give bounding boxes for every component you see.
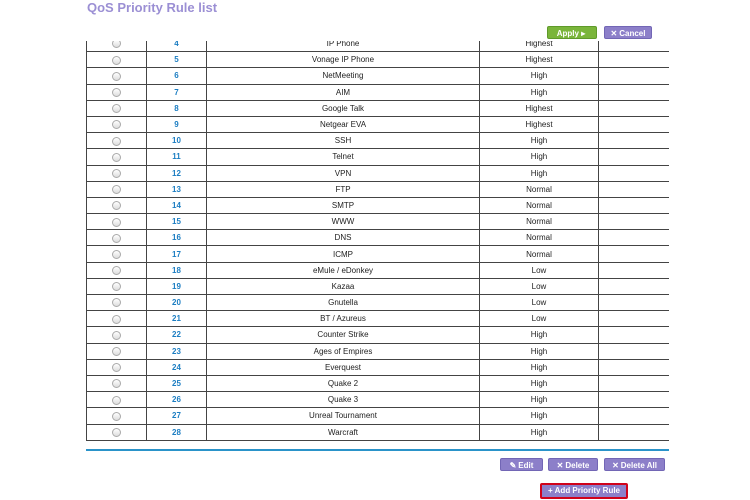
application-name: Google Talk	[207, 100, 480, 116]
priority-value: High	[480, 359, 599, 375]
radio-cell[interactable]	[87, 343, 147, 359]
empty-cell	[599, 68, 670, 84]
row-select-radio[interactable]	[112, 218, 121, 227]
row-select-radio[interactable]	[112, 185, 121, 194]
radio-cell[interactable]	[87, 359, 147, 375]
table-row[interactable]	[87, 375, 670, 391]
application-name: Vonage IP Phone	[207, 52, 480, 68]
radio-cell[interactable]	[87, 52, 147, 68]
rule-number: 4	[147, 41, 207, 52]
table-row[interactable]	[87, 165, 670, 181]
radio-cell[interactable]	[87, 392, 147, 408]
empty-cell	[599, 214, 670, 230]
empty-cell	[599, 133, 670, 149]
empty-cell	[599, 165, 670, 181]
empty-cell	[599, 52, 670, 68]
application-name: AIM	[207, 84, 480, 100]
table-row[interactable]	[87, 68, 670, 84]
application-name: ICMP	[207, 246, 480, 262]
application-name: Kazaa	[207, 278, 480, 294]
application-name: VPN	[207, 165, 480, 181]
rule-number: 15	[147, 214, 207, 230]
table-row[interactable]	[87, 408, 670, 424]
rule-number: 21	[147, 311, 207, 327]
divider	[86, 449, 669, 451]
radio-cell[interactable]	[87, 278, 147, 294]
priority-value: Low	[480, 295, 599, 311]
application-name: IP Phone	[207, 41, 480, 52]
empty-cell	[599, 230, 670, 246]
delete-button[interactable]	[548, 458, 598, 471]
radio-cell[interactable]	[87, 133, 147, 149]
radio-cell[interactable]	[87, 311, 147, 327]
row-select-radio[interactable]	[112, 428, 121, 437]
application-name: WWW	[207, 214, 480, 230]
rule-number: 26	[147, 392, 207, 408]
row-select-radio[interactable]	[112, 363, 121, 372]
radio-cell[interactable]	[87, 230, 147, 246]
application-name: NetMeeting	[207, 68, 480, 84]
table-row[interactable]	[87, 100, 670, 116]
priority-value: Normal	[480, 230, 599, 246]
application-name: eMule / eDonkey	[207, 262, 480, 278]
table-row[interactable]	[87, 116, 670, 132]
rule-number: 27	[147, 408, 207, 424]
priority-value: High	[480, 392, 599, 408]
empty-cell	[599, 246, 670, 262]
application-name: SSH	[207, 133, 480, 149]
edit-button-label: Edit	[518, 461, 534, 470]
radio-cell[interactable]	[87, 214, 147, 230]
table-row[interactable]	[87, 41, 670, 52]
rule-number: 23	[147, 343, 207, 359]
priority-value: High	[480, 84, 599, 100]
application-name: Quake 3	[207, 392, 480, 408]
application-name: BT / Azureus	[207, 311, 480, 327]
rule-number: 9	[147, 116, 207, 132]
row-select-radio[interactable]	[112, 298, 121, 307]
row-select-radio[interactable]	[112, 331, 121, 340]
row-select-radio[interactable]	[112, 234, 121, 243]
arrow-right-icon: ▸	[581, 29, 586, 38]
row-select-radio[interactable]	[112, 153, 121, 162]
empty-cell	[599, 327, 670, 343]
radio-cell[interactable]	[87, 41, 147, 52]
rule-number: 13	[147, 181, 207, 197]
priority-value: High	[480, 327, 599, 343]
row-select-radio[interactable]	[112, 250, 121, 259]
priority-value: High	[480, 165, 599, 181]
empty-cell	[599, 311, 670, 327]
table-row[interactable]	[87, 52, 670, 68]
row-select-radio[interactable]	[112, 282, 121, 291]
radio-cell[interactable]	[87, 375, 147, 391]
table-row[interactable]	[87, 133, 670, 149]
apply-button[interactable]	[547, 26, 597, 39]
application-name: SMTP	[207, 197, 480, 213]
priority-value: Highest	[480, 116, 599, 132]
rule-number: 7	[147, 84, 207, 100]
radio-cell[interactable]	[87, 197, 147, 213]
priority-value: Highest	[480, 41, 599, 52]
rule-table-container[interactable]	[86, 41, 669, 444]
table-row[interactable]	[87, 359, 670, 375]
rule-table	[86, 41, 669, 441]
empty-cell	[599, 278, 670, 294]
table-row[interactable]	[87, 84, 670, 100]
radio-cell[interactable]	[87, 116, 147, 132]
row-select-radio[interactable]	[112, 169, 121, 178]
table-row[interactable]	[87, 214, 670, 230]
table-row[interactable]	[87, 327, 670, 343]
rule-number: 22	[147, 327, 207, 343]
empty-cell	[599, 41, 670, 52]
table-row[interactable]	[87, 149, 670, 165]
empty-cell	[599, 149, 670, 165]
radio-cell[interactable]	[87, 181, 147, 197]
page-title: QoS Priority Rule list	[87, 0, 218, 15]
priority-value: High	[480, 133, 599, 149]
priority-value: Normal	[480, 197, 599, 213]
table-row[interactable]	[87, 278, 670, 294]
priority-value: High	[480, 68, 599, 84]
close-icon: ✕	[610, 29, 618, 38]
row-select-radio[interactable]	[112, 104, 121, 113]
table-row[interactable]	[87, 295, 670, 311]
table-row[interactable]	[87, 230, 670, 246]
priority-value: Normal	[480, 181, 599, 197]
radio-cell[interactable]	[87, 295, 147, 311]
application-name: FTP	[207, 181, 480, 197]
rule-number: 16	[147, 230, 207, 246]
priority-value: Low	[480, 311, 599, 327]
empty-cell	[599, 295, 670, 311]
empty-cell	[599, 181, 670, 197]
row-select-radio[interactable]	[112, 88, 121, 97]
cancel-button[interactable]	[604, 26, 652, 39]
apply-button-label: Apply	[556, 29, 579, 38]
row-select-radio[interactable]	[112, 137, 121, 146]
empty-cell	[599, 197, 670, 213]
rule-number: 18	[147, 262, 207, 278]
application-name: DNS	[207, 230, 480, 246]
priority-value: Low	[480, 262, 599, 278]
empty-cell	[599, 100, 670, 116]
radio-cell[interactable]	[87, 262, 147, 278]
radio-cell[interactable]	[87, 68, 147, 84]
radio-cell[interactable]	[87, 408, 147, 424]
row-select-radio[interactable]	[112, 201, 121, 210]
radio-cell[interactable]	[87, 424, 147, 440]
empty-cell	[599, 116, 670, 132]
radio-cell[interactable]	[87, 327, 147, 343]
rule-number: 12	[147, 165, 207, 181]
cancel-button-label: Cancel	[619, 29, 646, 38]
table-row[interactable]	[87, 246, 670, 262]
table-row[interactable]	[87, 262, 670, 278]
table-row[interactable]	[87, 181, 670, 197]
close-icon: ✕	[556, 461, 564, 470]
application-name: Telnet	[207, 149, 480, 165]
rule-number: 17	[147, 246, 207, 262]
radio-cell[interactable]	[87, 246, 147, 262]
row-select-radio[interactable]	[112, 41, 121, 48]
row-select-radio[interactable]	[112, 379, 121, 388]
table-row[interactable]	[87, 343, 670, 359]
rule-number: 19	[147, 278, 207, 294]
priority-value: High	[480, 408, 599, 424]
delete-all-button-label: Delete All	[620, 461, 657, 470]
row-select-radio[interactable]	[112, 396, 121, 405]
radio-cell[interactable]	[87, 149, 147, 165]
table-row[interactable]	[87, 424, 670, 440]
close-icon: ✕	[612, 461, 619, 470]
rule-number: 11	[147, 149, 207, 165]
application-name: Warcraft	[207, 424, 480, 440]
application-name: Quake 2	[207, 375, 480, 391]
rule-number: 6	[147, 68, 207, 84]
table-row[interactable]	[87, 311, 670, 327]
delete-button-label: Delete	[565, 461, 590, 470]
radio-cell[interactable]	[87, 100, 147, 116]
row-select-radio[interactable]	[112, 347, 121, 356]
rule-number: 25	[147, 375, 207, 391]
empty-cell	[599, 84, 670, 100]
delete-all-button[interactable]	[604, 458, 665, 471]
add-priority-rule-label: Add Priority Rule	[554, 486, 620, 495]
empty-cell	[599, 262, 670, 278]
priority-value: High	[480, 343, 599, 359]
table-row[interactable]	[87, 197, 670, 213]
row-select-radio[interactable]	[112, 412, 121, 421]
priority-value: Low	[480, 278, 599, 294]
pencil-icon: ✎	[509, 461, 517, 470]
empty-cell	[599, 375, 670, 391]
rule-number: 8	[147, 100, 207, 116]
table-row[interactable]	[87, 392, 670, 408]
rule-number: 28	[147, 424, 207, 440]
row-select-radio[interactable]	[112, 56, 121, 65]
priority-value: High	[480, 424, 599, 440]
row-select-radio[interactable]	[112, 120, 121, 129]
row-select-radio[interactable]	[112, 72, 121, 81]
edit-button[interactable]	[500, 458, 543, 471]
application-name: Ages of Empires	[207, 343, 480, 359]
application-name: Everquest	[207, 359, 480, 375]
priority-value: Highest	[480, 100, 599, 116]
application-name: Gnutella	[207, 295, 480, 311]
application-name: Netgear EVA	[207, 116, 480, 132]
add-priority-rule-button[interactable]	[540, 483, 628, 499]
empty-cell	[599, 424, 670, 440]
row-select-radio[interactable]	[112, 266, 121, 275]
rule-number: 10	[147, 133, 207, 149]
application-name: Counter Strike	[207, 327, 480, 343]
priority-value: Highest	[480, 52, 599, 68]
row-select-radio[interactable]	[112, 315, 121, 324]
radio-cell[interactable]	[87, 165, 147, 181]
empty-cell	[599, 359, 670, 375]
empty-cell	[599, 343, 670, 359]
rule-number: 20	[147, 295, 207, 311]
rule-number: 14	[147, 197, 207, 213]
rule-number: 24	[147, 359, 207, 375]
empty-cell	[599, 392, 670, 408]
priority-value: High	[480, 375, 599, 391]
radio-cell[interactable]	[87, 84, 147, 100]
priority-value: Normal	[480, 214, 599, 230]
empty-cell	[599, 408, 670, 424]
application-name: Unreal Tournament	[207, 408, 480, 424]
priority-value: Normal	[480, 246, 599, 262]
rule-number: 5	[147, 52, 207, 68]
priority-value: High	[480, 149, 599, 165]
plus-icon: +	[547, 486, 553, 495]
